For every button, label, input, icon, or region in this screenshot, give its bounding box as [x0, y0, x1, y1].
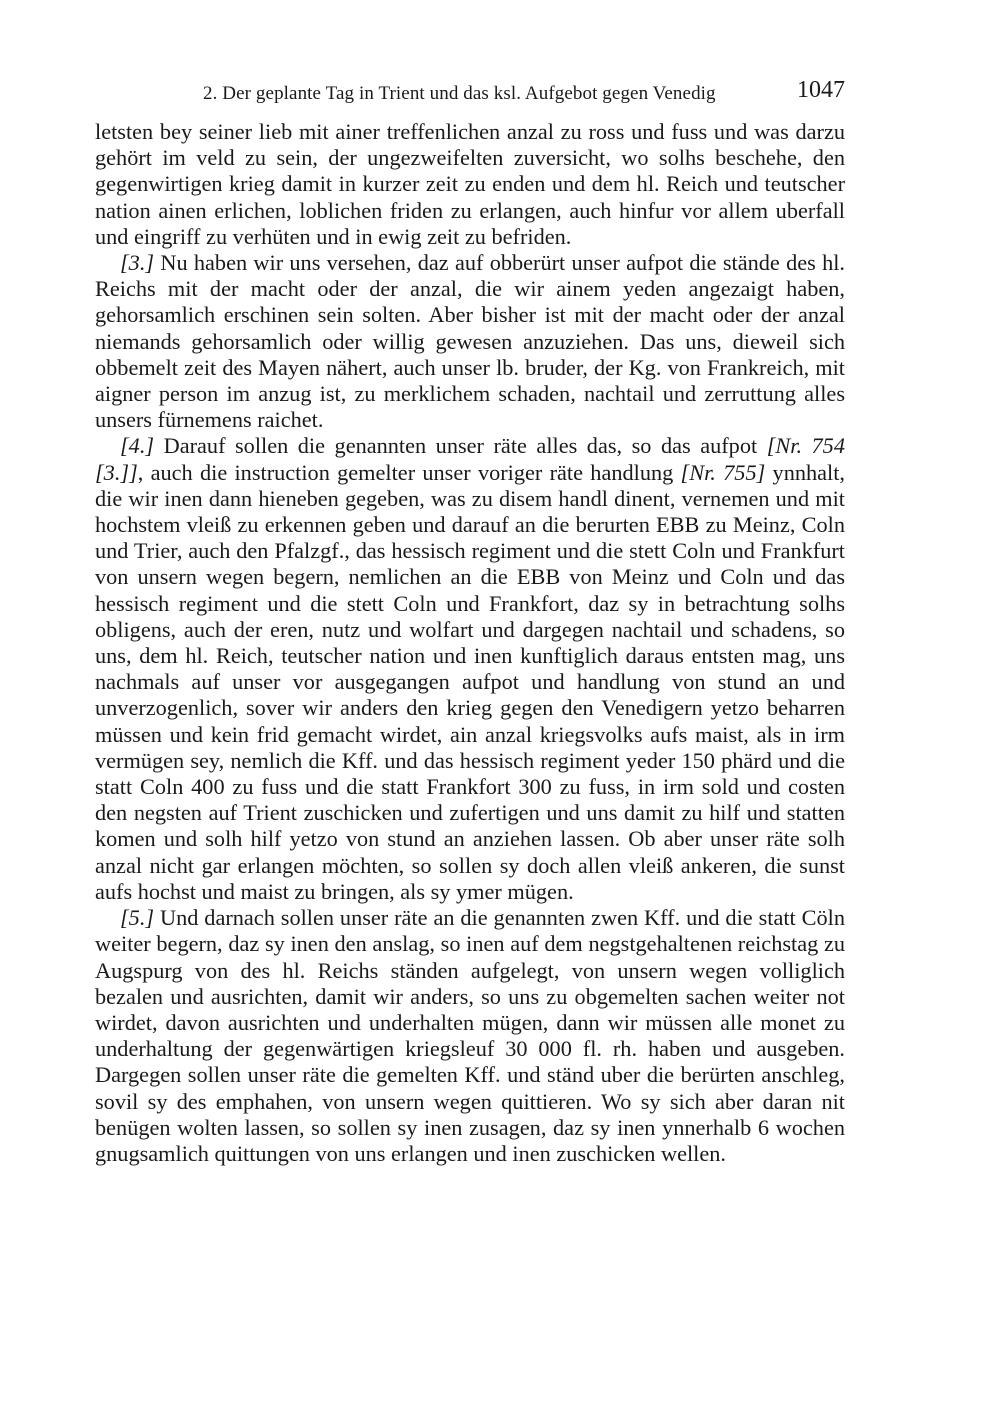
cross-reference: [Nr. 754 [3.]]	[95, 433, 845, 485]
body-text	[95, 119, 845, 1167]
paragraph-text: letsten bey seiner lieb mit ainer treffenlichen anzal zu ross und fuss und was darzu gehört im veld zu sein, der ungezweifelten zuversicht, wo solhs beschehe, den gegenwirtigen krieg damit in kurzer zeit zu enden und dem hl. Reich und teutscher nation ainen erlichen, loblichen friden zu erlangen, auch hinfur vor allem uberfall und eingriff zu verhüten und in ewig zeit zu befriden.	[95, 119, 845, 249]
paragraph-text: , auch die instruction gemelter unser voriger räte handlung	[137, 459, 681, 485]
running-title: 2. Der geplante Tag in Trient und das ksl. Aufgebot gegen Venedig	[203, 83, 716, 104]
paragraph-continuation	[95, 119, 845, 250]
cross-reference: [Nr. 755]	[680, 459, 766, 485]
running-header	[95, 77, 845, 109]
paragraph-3	[95, 250, 845, 433]
paragraph-text: Nu haben wir uns versehen, daz auf obberürt unser aufpot die stände des hl. Reichs mit der macht oder der anzal, die wir ainem yeden angezaigt haben, gehorsamlich erschinen sein solten. Aber bisher ist mit der macht oder der anzal niemands gehorsamlich oder willig gewesen anzuziehen. Das uns, dieweil sich obbemelt zeit des Mayen nähert, auch unser lb. bruder, der Kg. von Frankreich, mit aigner person im anzug ist, zu merklichem schaden, nachtail und zerruttung alles unsers fürnemens raichet.	[95, 250, 845, 433]
paragraph-number: [4.]	[120, 433, 155, 459]
paragraph-5	[95, 905, 845, 1167]
paragraph-text: ynnhalt, die wir inen dann hieneben gegeben, was zu disem handl dinent, vernemen und mit hochstem vleiß zu erkennen geben und darauf an die berurten EBB zu Meinz, Coln und Trier, auch den Pfalzgf., das hessisch regiment und die stett Coln und Frankfurt von unsern wegen begern, nemlichen an die EBB von Meinz und Coln und das hessisch regiment und die stett Coln und Frankfort, daz sy in betrachtung solhs obligens, auch der eren, nutz und wolfart und dargegen nachtail und schadens, so uns, dem hl. Reich, teutscher nation und inen kunftiglich daraus entsten mag, uns nachmals auf unser vor ausgegangen aufpot und handlung von stund an und unverzogenlich, sover wir anders den krieg gegen den Venedigern yetzo beharren müssen und kein frid gemacht wirdet, ain anzal kriegsvolks aufs maist, als in irm vermügen sey, nemlich die Kff. und das hessisch regiment yeder 150 phärd und die statt Coln 400 zu fuss und die statt Frankfort 300 zu fuss, in irm sold und costen den negsten auf Trient zuschicken und zufertigen und uns damit zu hilf und statten komen und solh hilf yetzo von stund an anziehen lassen. Ob aber unser räte solh anzal nicht gar erlangen möchten, so sollen sy doch allen vleiß ankeren, die sunst aufs hochst und maist zu bringen, als sy ymer mügen.	[95, 459, 846, 904]
paragraph-text: Und darnach sollen unser räte an die genannten zwen Kff. und die statt Cöln weiter begern, daz sy inen den anslag, so inen auf dem negstgehaltenen reichstag zu Augspurg von des hl. Reichs ständen aufgelegt, von unsern wegen volliglich bezalen und ausrichten, damit wir anders, so uns zu obgemelten sachen weiter not wirdet, davon ausrichten und underhalten mügen, dann wir müssen alle monet zu underhaltung der gegenwärtigen kriegsleuf 30 000 fl. rh. haben und ausgeben. Dargegen sollen unser räte die gemelten Kff. und ständ uber die berürten anschleg, sovil sy des emphahen, von unsern wegen quittieren. Wo sy sich aber daran nit benügen wolten lassen, so sollen sy inen zusagen, daz sy inen ynnerhalb 6 wochen gnugsamlich quittungen von uns erlangen und inen zuschicken wellen.	[95, 905, 845, 1166]
paragraph-4	[95, 433, 845, 905]
paragraph-number: [5.]	[120, 905, 155, 931]
page-number: 1047	[797, 77, 845, 103]
paragraph-number: [3.]	[120, 250, 155, 276]
paragraph-text: Darauf sollen die genannten unser räte alles das, so das aufpot	[154, 433, 767, 459]
